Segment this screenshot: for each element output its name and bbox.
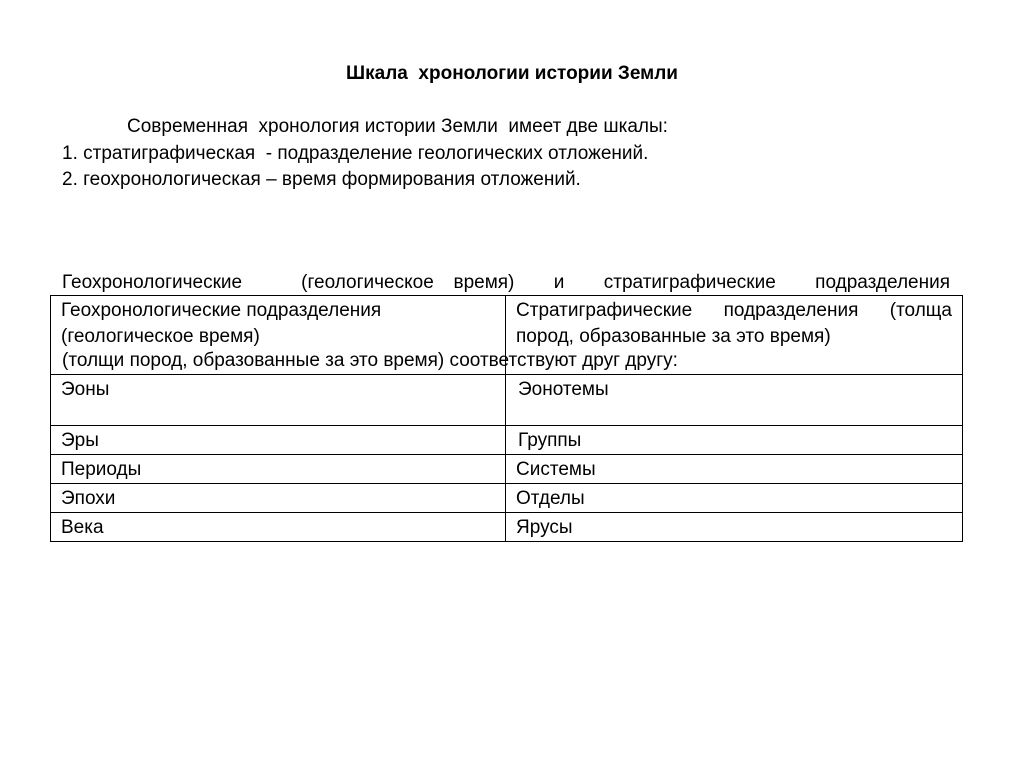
- header-geochronological: Геохронологические подразделения (геологическое время): [51, 296, 506, 375]
- table-cell-geochronological: Периоды: [51, 455, 506, 484]
- paragraph-line-1: Геохронологические (геологическое время) и стратиграфические подразделения: [62, 272, 950, 293]
- table-row: [51, 484, 963, 513]
- table-cell-stratigraphic: Ярусы: [506, 513, 963, 542]
- table-cell-stratigraphic: Отделы: [506, 484, 963, 513]
- list-item-geochronological: 2. геохронологическая – время формирования отложений.: [62, 169, 581, 190]
- subdivisions-table: [50, 295, 963, 542]
- table-cell-stratigraphic: Группы: [506, 426, 963, 455]
- table-cell-stratigraphic: Системы: [506, 455, 963, 484]
- intro-text: Современная хронология истории Земли имеет две шкалы:: [127, 116, 668, 137]
- document-title: Шкала хронологии истории Земли: [346, 63, 678, 84]
- table-cell-geochronological: Века: [51, 513, 506, 542]
- table-row: [51, 455, 963, 484]
- table-header-row: [51, 296, 963, 375]
- paragraph-line-2: (толщи пород, образованные за это время) соответствуют друг другу:: [62, 350, 678, 371]
- table-cell-stratigraphic: Эонотемы: [506, 375, 963, 426]
- header-stratigraphic: Стратиграфические подразделения (толща пород, образованные за это время): [506, 296, 963, 375]
- list-item-stratigraphic: 1. стратиграфическая - подразделение геологических отложений.: [62, 143, 649, 164]
- table-row: [51, 426, 963, 455]
- table-cell-geochronological: Эпохи: [51, 484, 506, 513]
- table-row: [51, 375, 963, 426]
- table-cell-geochronological: Эры: [51, 426, 506, 455]
- table-row: [51, 513, 963, 542]
- table-cell-geochronological: Эоны: [51, 375, 506, 426]
